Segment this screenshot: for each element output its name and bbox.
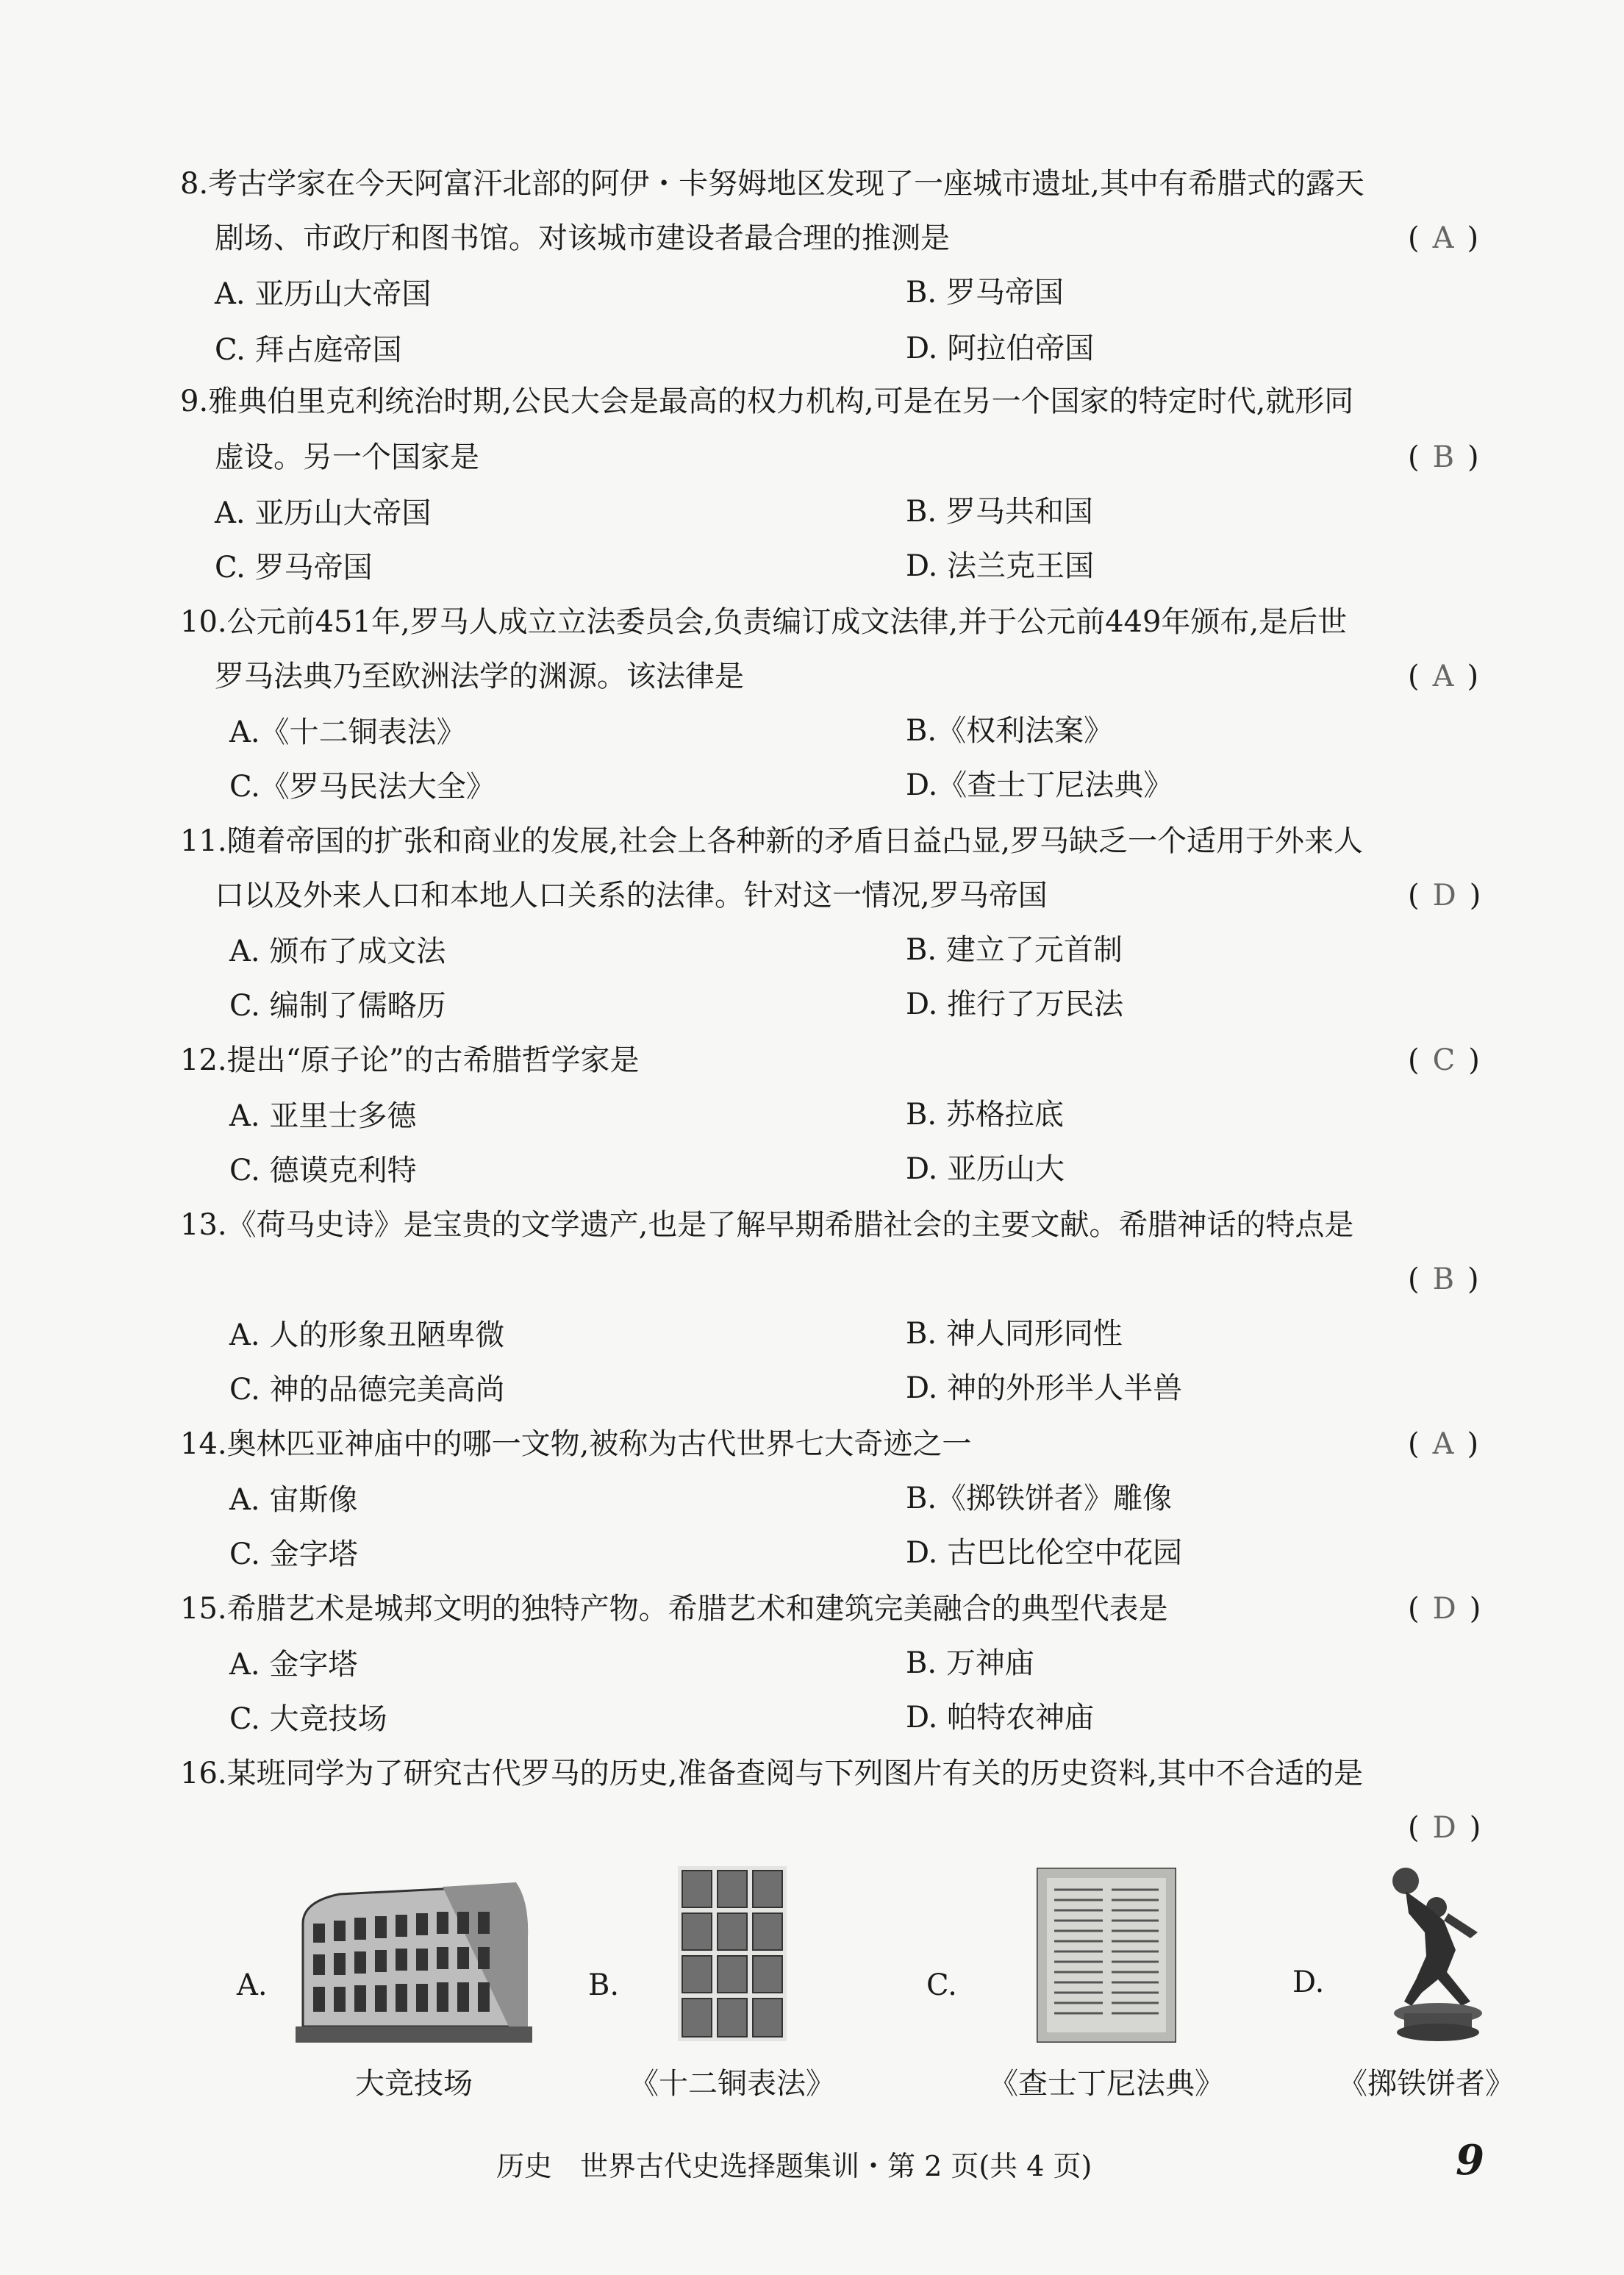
- question-13-option-b: B. 神人同形同性: [906, 1317, 1123, 1351]
- question-9-option-d: D. 法兰克王国: [906, 549, 1095, 583]
- question-11-option-c: C. 编制了儒略历: [229, 989, 446, 1023]
- question-13-option-a: A. 人的形象丑陋卑微: [229, 1318, 505, 1352]
- question-15-option-d: D. 帕特农神庙: [906, 1701, 1095, 1735]
- question-9-stem: 9.雅典伯里克利统治时期,公民大会是最高的权力机构,可是在另一个国家的特定时代,就形同: [180, 385, 1354, 418]
- figure-d-label: D.: [1292, 1965, 1325, 1999]
- question-14-option-a: A. 宙斯像: [229, 1483, 358, 1517]
- question-10-option-d: D.《查士丁尼法典》: [906, 768, 1173, 802]
- question-12-answer: ( C ): [1408, 1043, 1481, 1077]
- figure-a-label: A.: [237, 1968, 268, 2002]
- figure-b-caption: 《十二铜表法》: [629, 2067, 835, 2101]
- discobolus-image: [1367, 1862, 1500, 2046]
- justinian-code-image: [1037, 1868, 1176, 2043]
- question-15-option-c: C. 大竞技场: [229, 1702, 387, 1736]
- question-8-option-c: C. 拜占庭帝国: [215, 333, 402, 367]
- page-footer: 历史 世界古代史选择题集训・第 2 页(共 4 页): [496, 2150, 1092, 2182]
- question-11-option-a: A. 颁布了成文法: [229, 935, 446, 968]
- question-12-option-d: D. 亚历山大: [906, 1152, 1065, 1186]
- question-13-answer: ( B ): [1408, 1262, 1481, 1296]
- question-8-option-b: B. 罗马帝国: [906, 276, 1064, 310]
- question-15-stem: 15.希腊艺术是城邦文明的独特产物。希腊艺术和建筑完美融合的典型代表是: [180, 1592, 1168, 1626]
- question-8-option-d: D. 阿拉伯帝国: [906, 332, 1095, 365]
- question-8-answer: ( A ): [1408, 221, 1481, 255]
- question-14-option-b: B.《掷铁饼者》雕像: [906, 1482, 1173, 1515]
- question-11-stem-cont: 口以及外来人口和本地人口关系的法律。针对这一情况,罗马帝国: [215, 879, 1048, 913]
- question-14-option-d: D. 古巴比伦空中花园: [906, 1536, 1183, 1570]
- question-10-option-c: C.《罗马民法大全》: [229, 770, 496, 804]
- page-number: 9: [1456, 2136, 1484, 2185]
- question-12-option-c: C. 德谟克利特: [229, 1154, 417, 1188]
- question-13-option-c: C. 神的品德完美高尚: [229, 1373, 505, 1407]
- twelve-tables-image: [678, 1866, 787, 2041]
- question-9-option-c: C. 罗马帝国: [215, 551, 373, 585]
- question-14-answer: ( A ): [1408, 1427, 1481, 1461]
- question-10-option-b: B.《权利法案》: [906, 714, 1114, 748]
- figure-c-label: C.: [926, 1968, 957, 2002]
- question-8-option-a: A. 亚历山大帝国: [215, 277, 432, 311]
- question-13-stem: 13.《荷马史诗》是宝贵的文学遗产,也是了解早期希腊社会的主要文献。希腊神话的特点是: [180, 1208, 1354, 1242]
- question-15-option-a: A. 金字塔: [229, 1648, 358, 1682]
- question-12-option-b: B. 苏格拉底: [906, 1098, 1064, 1132]
- question-14-option-c: C. 金字塔: [229, 1538, 358, 1571]
- figure-a-caption: 大竞技场: [355, 2067, 473, 2101]
- question-11-answer: ( D ): [1408, 879, 1483, 913]
- question-10-stem: 10.公元前451年,罗马人成立立法委员会,负责编订成文法律,并于公元前449年颁布,是后世: [180, 605, 1348, 639]
- question-15-answer: ( D ): [1408, 1592, 1483, 1626]
- colosseum-image: [296, 1872, 532, 2043]
- question-15-option-b: B. 万神庙: [906, 1646, 1034, 1680]
- figure-d-caption: 《掷铁饼者》: [1338, 2067, 1514, 2101]
- question-16-stem: 16.某班同学为了研究古代罗马的历史,准备查阅与下列图片有关的历史资料,其中不合适的是: [180, 1757, 1364, 1790]
- question-9-option-a: A. 亚历山大帝国: [215, 496, 432, 530]
- question-8-stem: 8.考古学家在今天阿富汗北部的阿伊・卡努姆地区发现了一座城市遗址,其中有希腊式的露天: [180, 167, 1364, 201]
- question-14-stem: 14.奥林匹亚神庙中的哪一文物,被称为古代世界七大奇迹之一: [180, 1427, 972, 1461]
- question-10-answer: ( A ): [1408, 660, 1481, 693]
- question-9-answer: ( B ): [1408, 440, 1481, 474]
- figure-b-label: B.: [588, 1968, 620, 2002]
- question-10-option-a: A.《十二铜表法》: [229, 715, 466, 749]
- question-13-option-d: D. 神的外形半人半兽: [906, 1371, 1183, 1405]
- question-10-stem-cont: 罗马法典乃至欧洲法学的渊源。该法律是: [215, 660, 744, 693]
- figure-c-caption: 《查士丁尼法典》: [989, 2067, 1224, 2101]
- question-16-answer: ( D ): [1408, 1811, 1483, 1845]
- question-8-stem-cont: 剧场、市政厅和图书馆。对该城市建设者最合理的推测是: [215, 221, 950, 255]
- question-11-option-d: D. 推行了万民法: [906, 988, 1124, 1021]
- question-11-option-b: B. 建立了元首制: [906, 933, 1123, 967]
- question-9-stem-cont: 虚设。另一个国家是: [215, 440, 479, 474]
- question-12-stem: 12.提出“原子论”的古希腊哲学家是: [180, 1043, 640, 1077]
- question-9-option-b: B. 罗马共和国: [906, 495, 1093, 529]
- question-12-option-a: A. 亚里士多德: [229, 1099, 417, 1133]
- question-11-stem: 11.随着帝国的扩张和商业的发展,社会上各种新的矛盾日益凸显,罗马缺乏一个适用于外来人: [180, 824, 1364, 858]
